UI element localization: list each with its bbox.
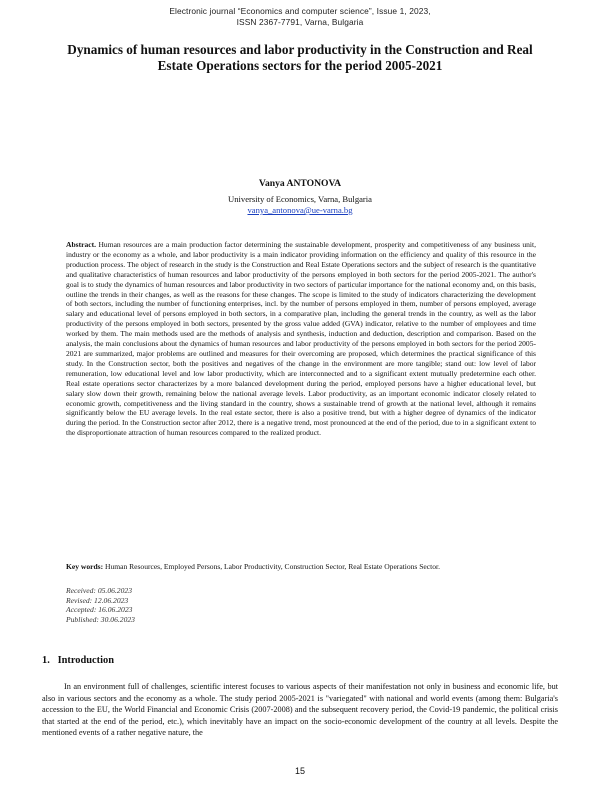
date-revised: Revised: 12.06.2023 — [66, 595, 129, 605]
date-received: Received: 05.06.2023 — [66, 586, 132, 595]
author-email-link[interactable]: vanya_antonova@ue-varna.bg — [247, 205, 353, 215]
affiliation: University of Economics, Varna, Bulgaria — [228, 194, 372, 204]
publication-dates — [66, 586, 366, 624]
author-affiliation-block — [0, 194, 600, 216]
author-name: Vanya ANTONOVA — [258, 178, 342, 189]
paper-title: Dynamics of human resources and labor productivity in the Construction and Real Estate Operations sectors for the period 2005-2021 — [67, 42, 533, 73]
journal-header — [0, 6, 600, 28]
journal-header-line-1: Electronic journal “Economics and computer science”, Issue 1, 2023, — [169, 6, 431, 16]
date-published: Published: 30.06.2023 — [66, 614, 135, 624]
section-heading-introduction: 1. Introduction — [42, 655, 114, 666]
journal-header-line-2: ISSN 2367-7791, Varna, Bulgaria — [236, 17, 364, 27]
introduction-paragraph: In an environment full of challenges, scientific interest focuses to various aspects of their manifestation not only in business and economic life, but also in various sectors and the economy as a whole. The study period 2005-2021 is "variegated" with national and world events (among them: Bulgaria's accession to the EU, the World Financial and Economic Crisis (2007-2008) and the subsequent recovery period, the Covid-19 pandemic, the political crisis that started at the end of the period, etc.), which inevitably have an impact on the socio-economic development of the country at all levels. Despite the mentioned events of a rather negative nature, the — [42, 682, 558, 738]
abstract-text: Human resources are a main production factor determining the sustainable development, prosperity and competitiveness of any business unit, industry or the economy as a whole, and labor productivity is a main indicator providing information on the efficiency and quality of this resource in the production process. The object of research in the study is the Construction and Real Estate Operations sectors and the subject of research is the quantitative and qualitative characteristics of human resources and labor productivity of the persons employed in both sectors for the period 2005-2021. The author's goal is to study the dynamics of human resources and labor productivity in two sectors of particular importance for the national economy and, on this basis, outline the trends in their changes, as well as the reasons for these changes. The scope is limited to the study of indicators characterizing the development of both sectors, including the number of functioning enterprises, incl. by the number of persons employed in them, number of persons employed, average salary and educational level of persons employed in both sectors, in a comparative plan, including the general trends in the country, as well as the labor productivity of the persons employed in both sectors, presented by the gross value added (GVA) indicator, relative to the number of employees and time worked by them. The main methods used are the methods of analysis and synthesis, induction and deduction, description and comparison. Based on the analysis, the main conclusions about the dynamics of human resources and labor productivity of the persons employed in both sectors for the period 2005-2021 are summarized, major problems are outlined and measures for their overcoming are proposed, which determines the practical significance of this study. In the Construction sector, both the positives and negatives of the change in the environment are more tangible; stand out: low level of labor remuneration, low educational level and low labor productivity, which are interconnected and to a significant extent mutually predetermine each other. Real estate operations sector characterizes by a more balanced development during the period, employed persons have a higher educational level, but salary slow down their growth, remaining below the national average levels. Labor productivity, as an important economic indicator closely related to economic growth, competitiveness and the living standard in the country, shows a sustainable trend of growth at the national level, although it remains significantly below the EU average levels. In the real estate sector, there is also a positive trend, but with a higher degree of dynamics of the indicator during the period. In the Construction sector after 2012, there is a negative trend, most pronounced at the end of the period, due to in a significant extent to the disproportionate attraction of human resources compared to the realized product. — [66, 240, 537, 438]
keywords-label: Key words: — [66, 562, 104, 571]
date-accepted: Accepted: 16.06.2023 — [66, 605, 133, 615]
page-number: 15 — [294, 766, 305, 776]
keywords-text: Human Resources, Employed Persons, Labor Productivity, Construction Sector, Real Estate Operations Sector. — [105, 562, 440, 571]
keywords — [66, 562, 536, 572]
abstract — [66, 240, 536, 438]
abstract-label: Abstract. — [66, 240, 96, 249]
